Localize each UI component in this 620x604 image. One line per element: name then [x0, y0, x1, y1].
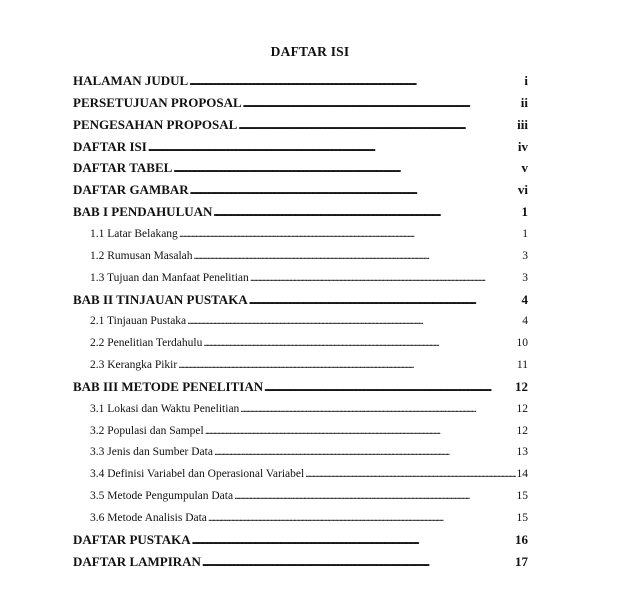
toc-subentry: [73, 269, 528, 287]
toc-page-number: 11: [516, 359, 528, 372]
toc-subentry: [73, 334, 528, 352]
toc-entry-label: 2.2 Penelitian Terdahulu: [90, 337, 203, 350]
toc-dot-leader: [264, 378, 514, 396]
toc-subentry: [73, 443, 528, 461]
toc-heading-entry: [73, 159, 528, 177]
toc-entry-label: 3.2 Populasi dan Sampel: [90, 424, 204, 437]
toc-page-number: 1: [521, 204, 528, 220]
toc-dot-leader: [250, 269, 522, 287]
toc-entry-label: 1.3 Tujuan dan Manfaat Penelitian: [90, 271, 249, 284]
toc-page-number: iii: [517, 116, 528, 132]
toc-entry-label: 3.1 Lokasi dan Waktu Penelitian: [90, 402, 240, 415]
toc-page-number: v: [521, 160, 528, 176]
toc-page-number: 4: [521, 291, 528, 307]
toc-page-number: 12: [516, 424, 528, 437]
toc-dot-leader: [208, 509, 516, 527]
toc-entry-label: 3.6 Metode Analisis Data: [90, 512, 207, 524]
toc-subentry: [73, 247, 528, 265]
toc-dot-leader: [249, 291, 521, 309]
toc-dot-leader: [234, 487, 515, 505]
toc-entry-label: 3.3 Jenis dan Sumber Data: [90, 446, 213, 459]
toc-page-number: iv: [517, 138, 528, 154]
toc-heading-entry: [73, 553, 528, 571]
toc-dot-leader: [238, 116, 516, 134]
toc-page-number: 17: [515, 553, 528, 569]
toc-entry-label: 1.2 Rumusan Masalah: [90, 249, 193, 262]
toc-heading-entry: [73, 116, 528, 134]
toc-heading-entry: [73, 181, 528, 199]
toc-dot-leader: [205, 422, 516, 440]
page-title: DAFTAR ISI: [270, 44, 350, 59]
toc-entry-label: DAFTAR TABEL: [73, 160, 173, 176]
toc-dot-leader: [190, 181, 517, 199]
toc-page-number: 12: [515, 378, 528, 394]
toc-page-number: ii: [520, 94, 528, 110]
toc-dot-leader: [178, 356, 516, 374]
toc-subentry: [73, 225, 528, 243]
toc-dot-leader: [187, 312, 521, 330]
toc-entry-label: 2.3 Kerangka Pikir: [90, 359, 178, 372]
toc-page-number: 4: [522, 315, 528, 328]
toc-subentry: [73, 487, 528, 505]
toc-subentry: [73, 400, 528, 418]
toc-page-number: 14: [516, 468, 528, 481]
toc-page-number: 3: [522, 271, 528, 284]
toc-entry-label: 2.1 Tinjauan Pustaka: [90, 315, 187, 328]
toc-heading-entry: [73, 203, 528, 221]
toc-heading-entry: [73, 94, 528, 112]
toc-page-number: 13: [516, 446, 528, 459]
toc-entry-label: BAB II TINJAUAN PUSTAKA: [73, 291, 248, 307]
toc-dot-leader: [192, 531, 514, 549]
toc-page-number: i: [524, 73, 528, 88]
toc-dot-leader: [148, 138, 517, 156]
toc-page-number: 12: [516, 402, 528, 415]
toc-dot-leader: [240, 400, 515, 418]
toc-page-number: 16: [515, 531, 528, 547]
toc-entry-label: 1.1 Latar Belakang: [90, 227, 178, 240]
toc-entry-label: BAB III METODE PENELITIAN: [73, 378, 264, 394]
toc-heading-entry: [73, 291, 528, 309]
toc-dot-leader: [213, 203, 520, 221]
toc-entry-label: 3.4 Definisi Variabel dan Operasional Variabel: [90, 468, 305, 481]
toc-entry-label: DAFTAR ISI: [73, 138, 147, 154]
toc-dot-leader: [243, 94, 520, 112]
toc-dot-leader: [214, 443, 516, 461]
toc-entry-label: PERSETUJUAN PROPOSAL: [73, 94, 242, 110]
toc-dot-leader: [202, 553, 514, 571]
toc-dot-leader: [203, 334, 515, 352]
toc-page-number: vi: [517, 182, 528, 198]
toc-entry-label: DAFTAR LAMPIRAN: [73, 553, 201, 569]
toc-dot-leader: [189, 72, 523, 90]
toc-heading-entry: [73, 378, 528, 396]
toc-dot-leader: [194, 247, 522, 265]
toc-page-number: 3: [522, 249, 528, 262]
toc-entry-label: 3.5 Metode Pengumpulan Data: [90, 490, 234, 503]
toc-entry-label: HALAMAN JUDUL: [73, 73, 189, 88]
toc-entry-label: DAFTAR PUSTAKA: [73, 531, 191, 547]
toc-page-number: 15: [516, 490, 528, 503]
toc-entry-label: BAB I PENDAHULUAN: [73, 204, 213, 220]
toc-heading-entry: [73, 138, 528, 156]
toc-subentry: [73, 465, 528, 483]
toc-dot-leader: [179, 225, 521, 243]
toc-dot-leader: [305, 465, 515, 483]
toc-subentry: [73, 422, 528, 440]
toc-page-number: 1: [522, 227, 528, 240]
toc-subentry: [73, 356, 528, 374]
toc-dot-leader: [173, 159, 520, 177]
toc-heading-entry: [73, 72, 528, 90]
toc-page-number: 15: [516, 512, 528, 524]
toc-subentry: [73, 509, 528, 527]
toc-entry-label: PENGESAHAN PROPOSAL: [73, 116, 238, 132]
toc-entry-label: DAFTAR GAMBAR: [73, 182, 189, 198]
toc-heading-entry: [73, 531, 528, 549]
toc-page-number: 10: [516, 337, 528, 350]
toc-subentry: [73, 312, 528, 330]
